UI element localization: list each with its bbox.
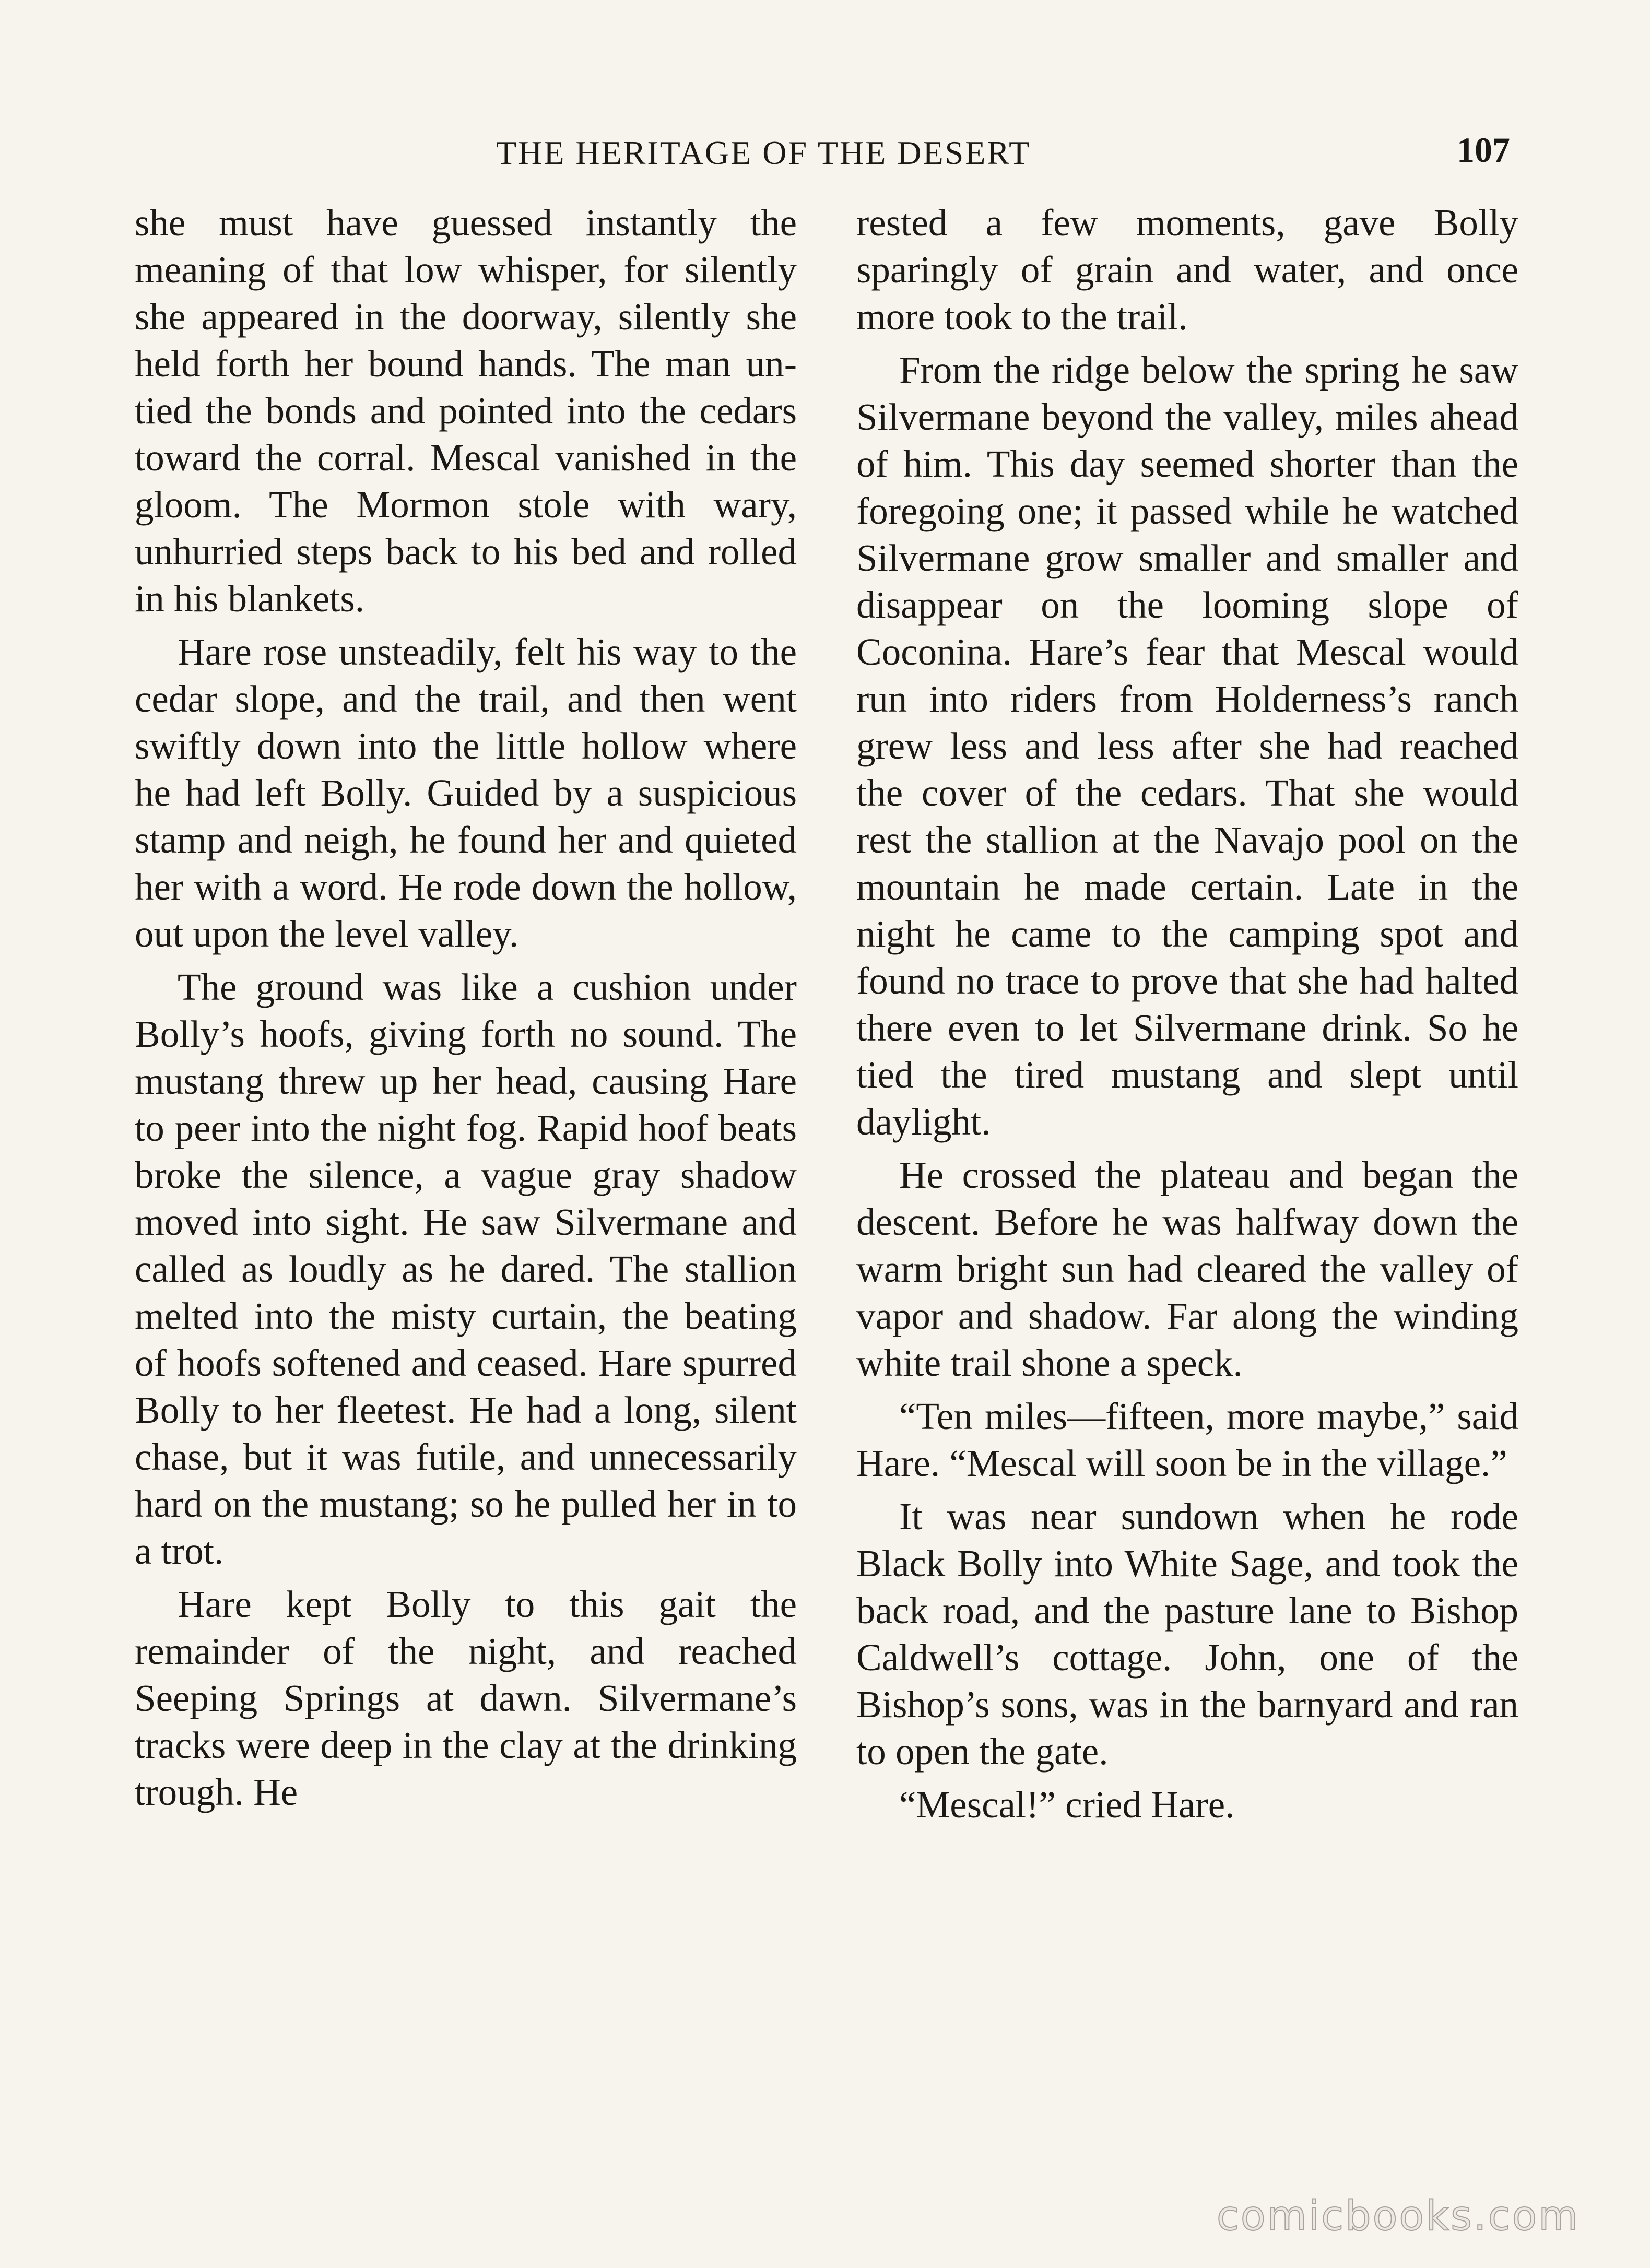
paragraph: rested a few moments, gave Bolly sparingly of grain and water, and once more took to the trail. [856, 202, 1518, 338]
running-head-title: THE HERITAGE OF THE DESERT [496, 134, 1031, 171]
paragraph: Hare rose unsteadily, felt his way to the cedar slope, and the trail, and then went swiftly down into the little hollow where he had left Bolly. Guided by a suspicious stamp and neigh, he found her and quieted her with a word. He rode down the hollow, out upon the level valley. [135, 631, 797, 955]
watermark: comicbooks.com [1217, 2193, 1580, 2240]
left-text-column [135, 199, 797, 1822]
right-text-column [856, 199, 1518, 1835]
paragraph: “Ten miles—fifteen, more maybe,” said Hare. “Mescal will soon be in the village.” [856, 1395, 1518, 1484]
running-head [0, 129, 1650, 176]
paragraph: The ground was like a cushion under Bolly’s hoofs, giving forth no sound. The mustang threw up her head, causing Hare to peer into the night fog. Rapid hoof beats broke the silence, a vague gray shadow moved into sight. He saw Silvermane and called as loudly as he dared. The stallion melted into the misty curtain, the beating of hoofs softened and ceased. Hare spurred Bolly to her fleetest. He had a long, silent chase, but it was futile, and unnecessarily hard on the mustang; so he pulled her in to a trot. [135, 966, 797, 1572]
page-number: 107 [1457, 130, 1510, 170]
paragraph: Hare kept Bolly to this gait the remainder of the night, and reached Seeping Springs at dawn. Silvermane’s tracks were deep in the clay at the drinking trough. He [135, 1583, 797, 1813]
paragraph: “Mescal!” cried Hare. [899, 1783, 1235, 1826]
paragraph: He crossed the plateau and began the descent. Before he was halfway down the warm bright sun had cleared the valley of vapor and shadow. Far along the winding white trail shone a speck. [856, 1154, 1518, 1384]
paragraph: she must have guessed instantly the meaning of that low whisper, for silently she appeared in the doorway, silently she held forth her bound hands. The man untied the bonds and pointed into the cedars toward the corral. Mescal vanished in the gloom. The Mormon stole with wary, unhurried steps back to his bed and rolled in his blankets. [135, 202, 797, 620]
paragraph: It was near sundown when he rode Black Bolly into White Sage, and took the back road, and the pasture lane to Bishop Caldwell’s cottage. John, one of the Bishop’s sons, was in the barnyard and ran to open the gate. [856, 1495, 1518, 1773]
paragraph: From the ridge below the spring he saw Silvermane beyond the valley, miles ahead of him. This day seemed shorter than the foregoing one; it passed while he watched Silvermane grow smaller and smaller and disappear on the looming slope of Coconina. Hare’s fear that Mescal would run into riders from Holderness’s ranch grew less and less after she had reached the cover of the cedars. That she would rest the stallion at the Navajo pool on the mountain he made certain. Late in the night he came to the camping spot and found no trace to prove that she had halted there even to let Silvermane drink. So he tied the tired mustang and slept until daylight. [856, 349, 1518, 1143]
